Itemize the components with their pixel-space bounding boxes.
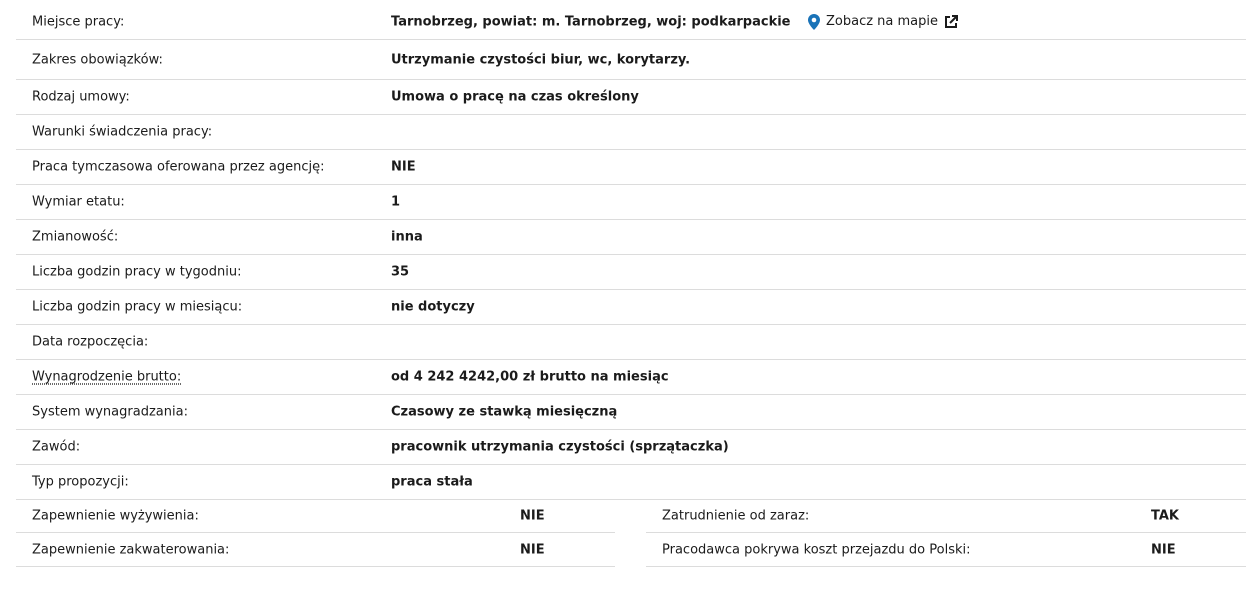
row-warunki-swiadczenia xyxy=(16,115,1246,150)
details-table xyxy=(16,4,1246,500)
row-value: TAK xyxy=(1151,508,1179,523)
row-zakres-obowiazkow xyxy=(16,40,1246,80)
row-godziny-miesiac xyxy=(16,290,1246,325)
row-system-wynagradzania xyxy=(16,395,1246,430)
row-label: Miejsce pracy: xyxy=(32,14,125,29)
row-label: Zakres obowiązków: xyxy=(32,52,163,67)
row-label: Zatrudnienie od zaraz: xyxy=(662,508,810,523)
row-zapewnienie-zakwaterowania xyxy=(16,533,615,567)
map-link-label: Zobacz na mapie xyxy=(826,14,939,29)
row-label: Pracodawca pokrywa koszt przejazdu do Polski: xyxy=(662,542,971,557)
row-label: Wymiar etatu: xyxy=(32,194,125,210)
row-praca-tymczasowa xyxy=(16,150,1246,185)
row-label: Zapewnienie wyżywienia: xyxy=(32,508,199,523)
row-value: NIE xyxy=(520,542,545,557)
row-value: nie dotyczy xyxy=(391,299,475,315)
row-label: Zmianowość: xyxy=(32,229,119,245)
row-value: Tarnobrzeg, powiat: m. Tarnobrzeg, woj: podkarpackie xyxy=(391,14,791,29)
row-godziny-tydzien xyxy=(16,255,1246,290)
row-label: System wynagradzania: xyxy=(32,404,188,420)
row-typ-propozycji xyxy=(16,465,1246,500)
map-pin-icon xyxy=(808,14,820,30)
row-value: 35 xyxy=(391,264,410,280)
row-zapewnienie-wyzywienia xyxy=(16,499,615,533)
row-wynagrodzenie xyxy=(16,360,1246,395)
row-label: Data rozpoczęcia: xyxy=(32,334,149,350)
row-value: od 4 242 4242,00 zł brutto na miesiąc xyxy=(391,369,669,385)
row-label: Zapewnienie zakwaterowania: xyxy=(32,542,230,557)
row-value: inna xyxy=(391,229,423,245)
row-value: NIE xyxy=(1151,542,1176,557)
row-rodzaj-umowy xyxy=(16,80,1246,115)
row-value: NIE xyxy=(520,508,545,523)
map-link[interactable] xyxy=(808,14,958,30)
row-zmianowosc xyxy=(16,220,1246,255)
row-wymiar-etatu xyxy=(16,185,1246,220)
row-koszt-przejazdu xyxy=(646,533,1246,567)
row-zatrudnienie-od-zaraz xyxy=(646,499,1246,533)
row-label: Liczba godzin pracy w tygodniu: xyxy=(32,264,242,280)
row-label: Rodzaj umowy: xyxy=(32,89,130,105)
row-label: Typ propozycji: xyxy=(32,474,129,490)
row-label: Liczba godzin pracy w miesiącu: xyxy=(32,299,243,315)
row-value: praca stała xyxy=(391,474,473,490)
row-data-rozpoczecia xyxy=(16,325,1246,360)
row-value: pracownik utrzymania czystości (sprzątaczka) xyxy=(391,439,729,455)
row-value: 1 xyxy=(391,194,401,210)
row-value: Czasowy ze stawką miesięczną xyxy=(391,404,618,420)
row-value: Umowa o pracę na czas określony xyxy=(391,89,639,105)
row-label: Zawód: xyxy=(32,439,81,455)
external-link-icon xyxy=(944,15,958,29)
row-miejsce-pracy xyxy=(16,4,1246,40)
row-label: Praca tymczasowa oferowana przez agencję: xyxy=(32,159,325,175)
row-value: NIE xyxy=(391,159,416,175)
row-label: Warunki świadczenia pracy: xyxy=(32,124,213,140)
row-value: Utrzymanie czystości biur, wc, korytarzy. xyxy=(391,52,691,67)
salary-info-label[interactable]: Wynagrodzenie brutto: xyxy=(32,369,182,385)
row-zawod xyxy=(16,430,1246,465)
